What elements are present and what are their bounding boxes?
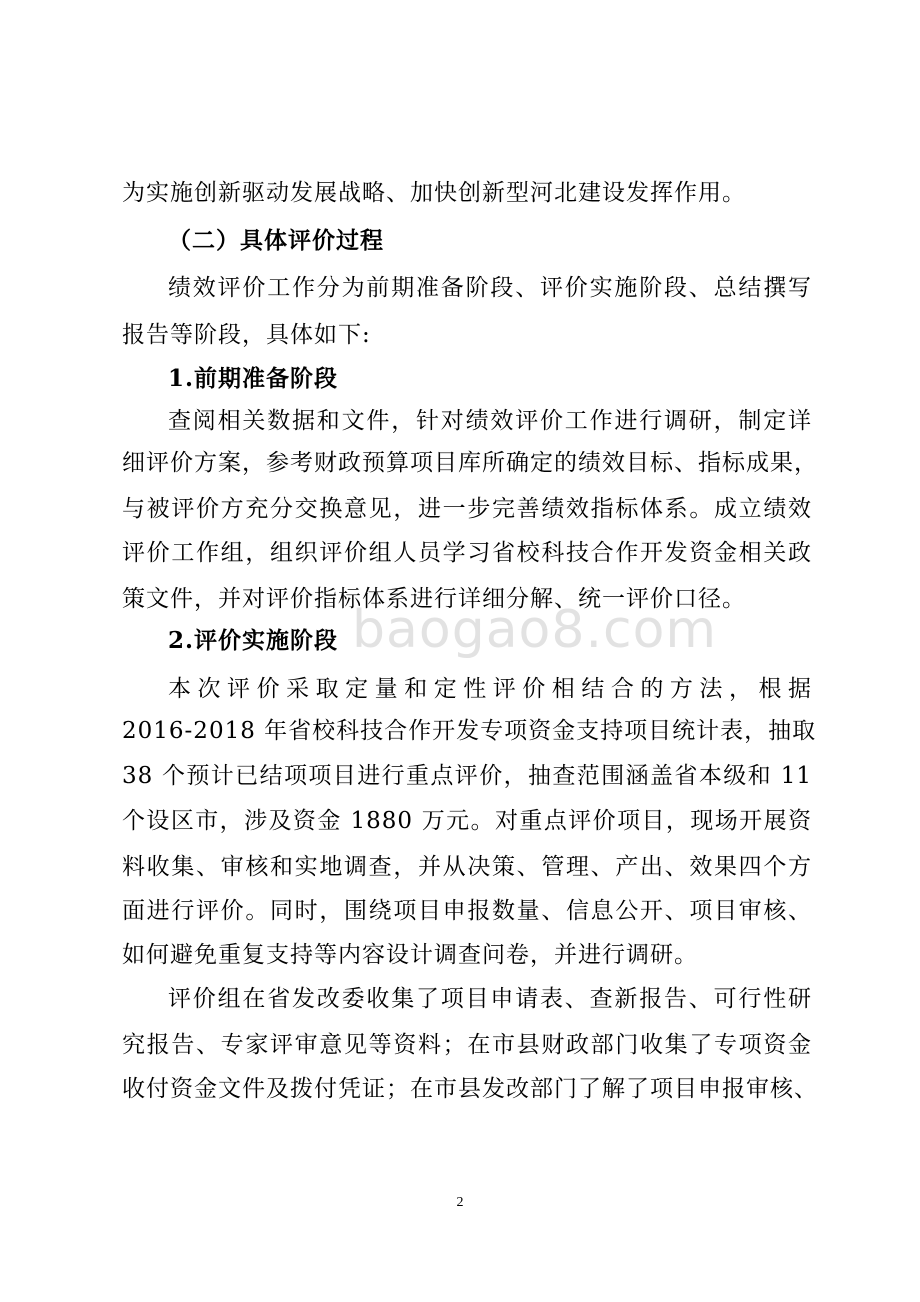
paragraph-line: 料收集、审核和实地调查，并从决策、管理、产出、效果四个方	[122, 854, 812, 880]
page-number: 2	[456, 1195, 464, 1210]
subsection-heading: 1.前期准备阶段	[168, 365, 339, 392]
paragraph-line: 为实施创新驱动发展战略、加快创新型河北建设发挥作用。	[122, 180, 746, 206]
watermark: baogao8.com	[352, 600, 718, 660]
paragraph-line: 报告等阶段，具体如下:	[122, 322, 371, 348]
paragraph-line: 究报告、专家评审意见等资料；在市县财政部门收集了专项资金	[122, 1032, 812, 1058]
paragraph-line: 查阅相关数据和文件，针对绩效评价工作进行调研，制定详	[168, 408, 812, 434]
section-heading: （二）具体评价过程	[168, 227, 384, 254]
paragraph-line: 本次评价采取定量和定性评价相结合的方法，根据	[168, 676, 812, 702]
paragraph-line: 收付资金文件及拨付凭证；在市县发改部门了解了项目申报审核、	[122, 1076, 818, 1102]
paragraph-line: 如何避免重复支持等内容设计调查问卷，并进行调研。	[122, 942, 698, 968]
paragraph-line: 面进行评价。同时，围绕项目申报数量、信息公开、项目审核、	[122, 898, 812, 924]
paragraph-line: 细评价方案，参考财政预算项目库所确定的绩效目标、指标成果，	[122, 450, 818, 476]
paragraph-line: 绩效评价工作分为前期准备阶段、评价实施阶段、总结撰写	[168, 275, 812, 301]
paragraph-line: 策文件，并对评价指标体系进行详细分解、统一评价口径。	[122, 586, 746, 612]
paragraph-line: 与被评价方充分交换意见，进一步完善绩效指标体系。成立绩效	[122, 496, 812, 522]
paragraph-line: 评价工作组，组织评价组人员学习省校科技合作开发资金相关政	[122, 540, 812, 566]
paragraph-line: 个设区市，涉及资金 1880 万元。对重点评价项目，现场开展资	[122, 808, 812, 834]
subsection-heading: 2.评价实施阶段	[168, 627, 339, 654]
paragraph-line: 2016-2018 年省校科技合作开发专项资金支持项目统计表，抽取	[122, 718, 817, 744]
paragraph-line: 38 个预计已结项项目进行重点评价，抽查范围涵盖省本级和 11	[122, 763, 812, 789]
paragraph-line: 评价组在省发改委收集了项目申请表、查新报告、可行性研	[168, 986, 812, 1012]
